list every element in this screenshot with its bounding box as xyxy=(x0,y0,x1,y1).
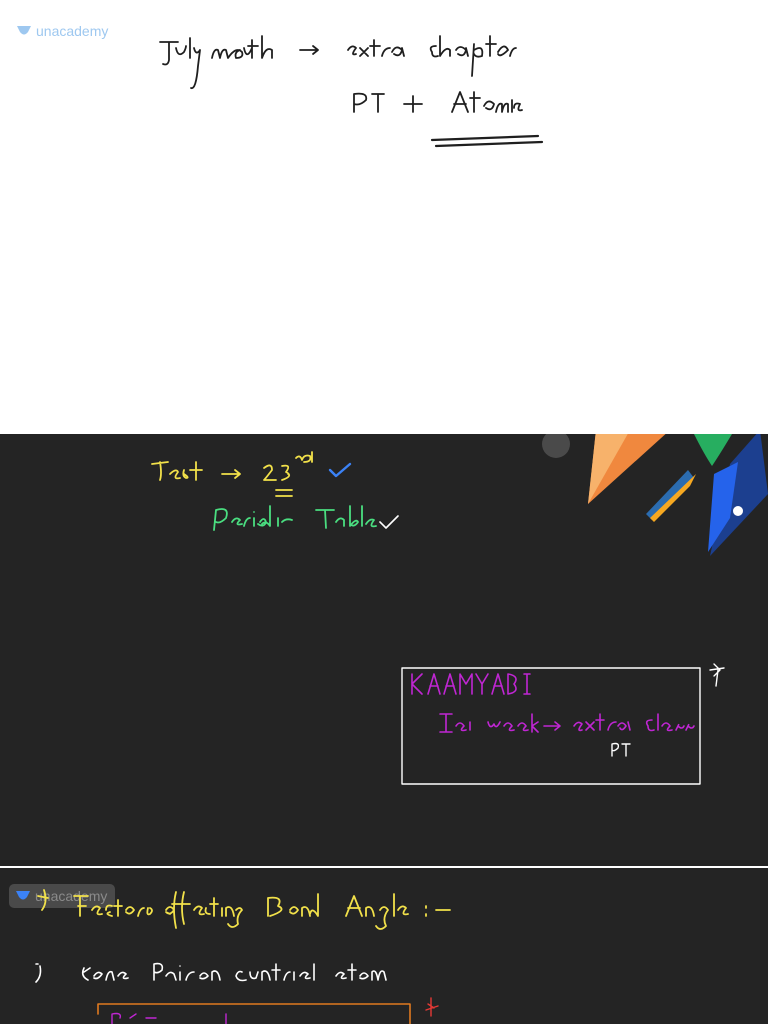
handwritten-notes xyxy=(0,0,768,434)
lesson-cover-slide xyxy=(0,434,768,866)
notes-panel-top xyxy=(0,0,768,434)
handwritten-annotations xyxy=(0,434,520,554)
kaamyabi-annotation-box xyxy=(398,660,738,790)
notes-panel-bottom xyxy=(0,868,768,1024)
logo-text: unacademy xyxy=(35,888,108,904)
logo-text: unacademy xyxy=(36,23,109,39)
handwritten-notes xyxy=(0,868,768,1024)
decorative-graphics xyxy=(520,434,768,574)
